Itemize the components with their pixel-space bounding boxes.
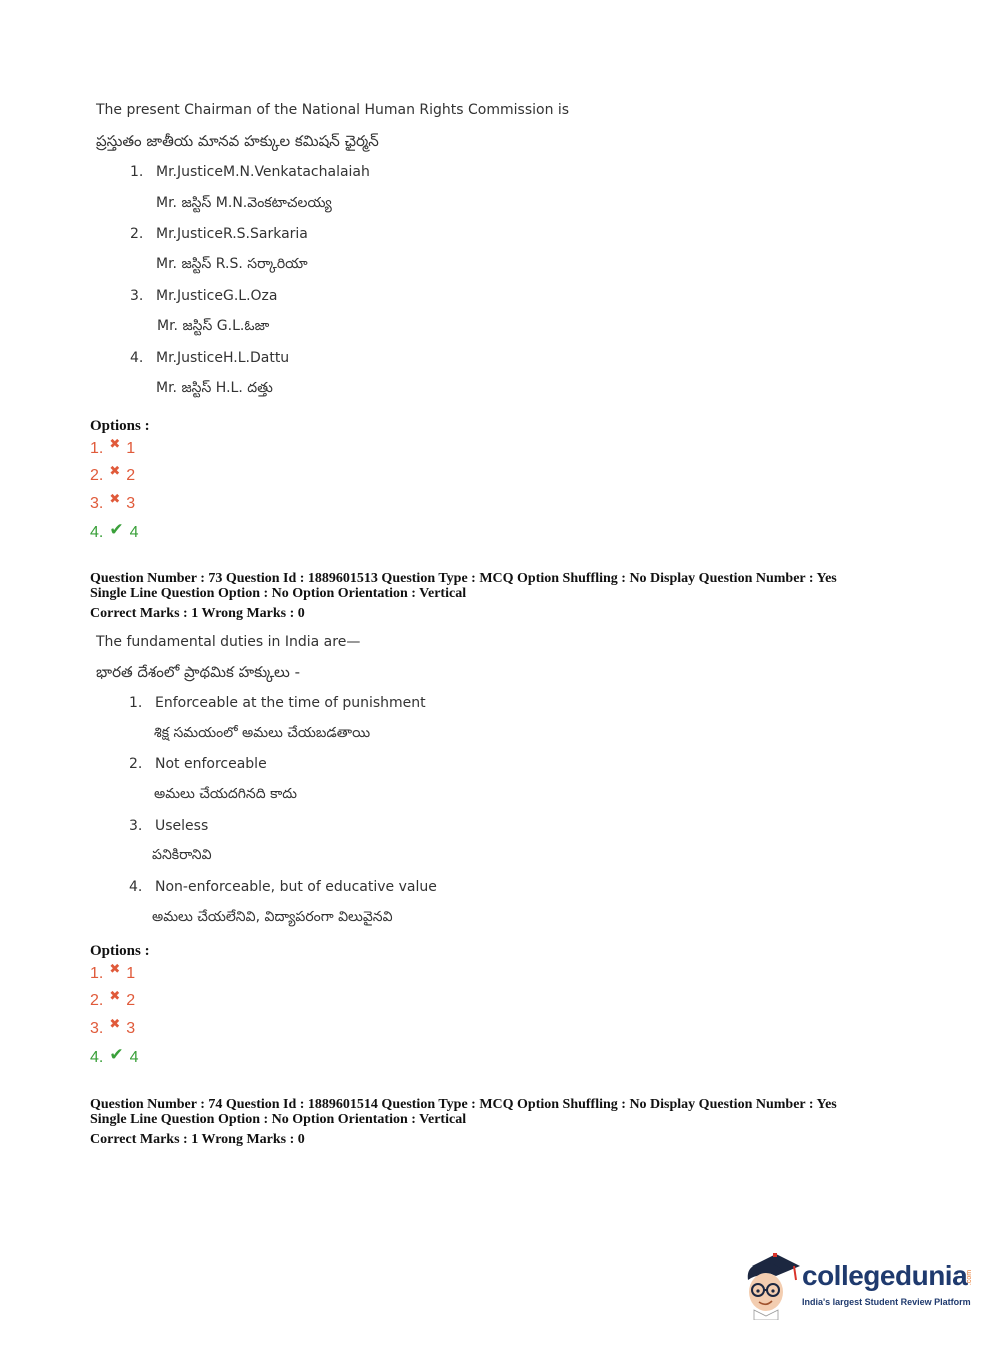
question-72-option-2: 2. ✖ 2 [90,463,136,484]
question-72-choice-1-telugu: Mr. జస్టిస్ M.N.వెంకటాచలయ్య [156,195,332,211]
question-73-option-4: 4. ✔ 4 [90,1045,139,1066]
correct-check-icon: ✔ [109,520,124,539]
wrong-cross-icon: ✖ [109,463,121,478]
question-73-choice-1-telugu: శిక్ష సమయంలో అమలు చేయబడతాయి [154,725,371,741]
question-74-meta-line-2: Single Line Question Option : No Option Orientation : Vertical [90,1112,467,1127]
question-73-options-heading: Options : [90,943,150,959]
collegedunia-logo [742,1250,972,1320]
logo-domain-suffix: .com [966,1269,974,1286]
wrong-cross-icon: ✖ [109,436,121,451]
question-73-meta-line-1: Question Number : 73 Question Id : 1889601513 Question Type : MCQ Option Shuffling : No Display Question Number : Yes [90,571,837,586]
wrong-cross-icon: ✖ [109,988,121,1003]
question-73-meta-line-2: Single Line Question Option : No Option Orientation : Vertical [90,586,467,601]
question-73-meta [90,571,837,621]
logo-tagline: India's largest Student Review Platform [802,1297,971,1307]
question-72-option-4: 4. ✔ 4 [90,520,139,541]
logo-wordmark: collegedunia [802,1260,968,1291]
question-73-choice-3-telugu: పనికిరానివి [152,847,212,863]
question-72-text-english: The present Chairman of the National Human Rights Commission is [96,102,570,118]
question-73-choice-2-telugu: అమలు చేయదగినది కాదు [154,786,297,802]
correct-check-icon: ✔ [109,1045,124,1064]
question-72-choice-4-telugu: Mr. జస్టిస్ H.L. దత్తు [156,380,273,396]
wrong-cross-icon: ✖ [109,961,121,976]
question-73-text-telugu: భారత దేశంలో ప్రాథమిక హక్కులు - [96,663,301,681]
question-72-choice-2-english: 2. Mr.JusticeR.S.Sarkaria [130,226,308,242]
question-72-options-heading: Options : [90,418,150,434]
question-72-option-3: 3. ✖ 3 [90,491,136,512]
question-73-choice-4-telugu: అమలు చేయలేనివి, విద్యాపరంగా విలువైనవి [152,909,393,925]
question-73-text-english: The fundamental duties in India are— [96,634,361,650]
wrong-cross-icon: ✖ [109,1016,121,1031]
question-74-meta-line-1: Question Number : 74 Question Id : 1889601514 Question Type : MCQ Option Shuffling : No Display Question Number : Yes [90,1097,837,1112]
question-72-choice-3-telugu: Mr. జస్టిస్ G.L.ఓజా [157,318,270,334]
question-72-text-telugu: ప్రస్తుతం జాతీయ మానవ హక్కుల కమిషన్ ఛైర్మన్ [96,132,379,150]
question-73-option-3: 3. ✖ 3 [90,1016,136,1037]
question-74-meta [90,1097,837,1147]
question-72-choice-2-telugu: Mr. జస్టిస్ R.S. సర్కారియా [156,256,308,272]
wrong-cross-icon: ✖ [109,491,121,506]
question-73-choice-3-english: 3. Useless [129,818,209,834]
question-73-choice-4-english: 4. Non-enforceable, but of educative value [129,879,437,895]
question-73-option-1: 1. ✖ 1 [90,961,136,982]
student-mascot-icon [742,1250,802,1320]
question-72-choice-1-english: 1. Mr.JusticeM.N.Venkatachalaiah [130,164,370,180]
question-72-option-1: 1. ✖ 1 [90,436,136,457]
question-72-choice-3-english: 3. Mr.JusticeG.L.Oza [130,288,278,304]
question-73-marks: Correct Marks : 1 Wrong Marks : 0 [90,606,305,621]
question-73-choice-2-english: 2. Not enforceable [129,756,267,772]
question-72-choice-4-english: 4. Mr.JusticeH.L.Dattu [130,350,290,366]
question-73-option-2: 2. ✖ 2 [90,988,136,1009]
question-74-marks: Correct Marks : 1 Wrong Marks : 0 [90,1132,305,1147]
question-73-choice-1-english: 1. Enforceable at the time of punishment [129,695,426,711]
